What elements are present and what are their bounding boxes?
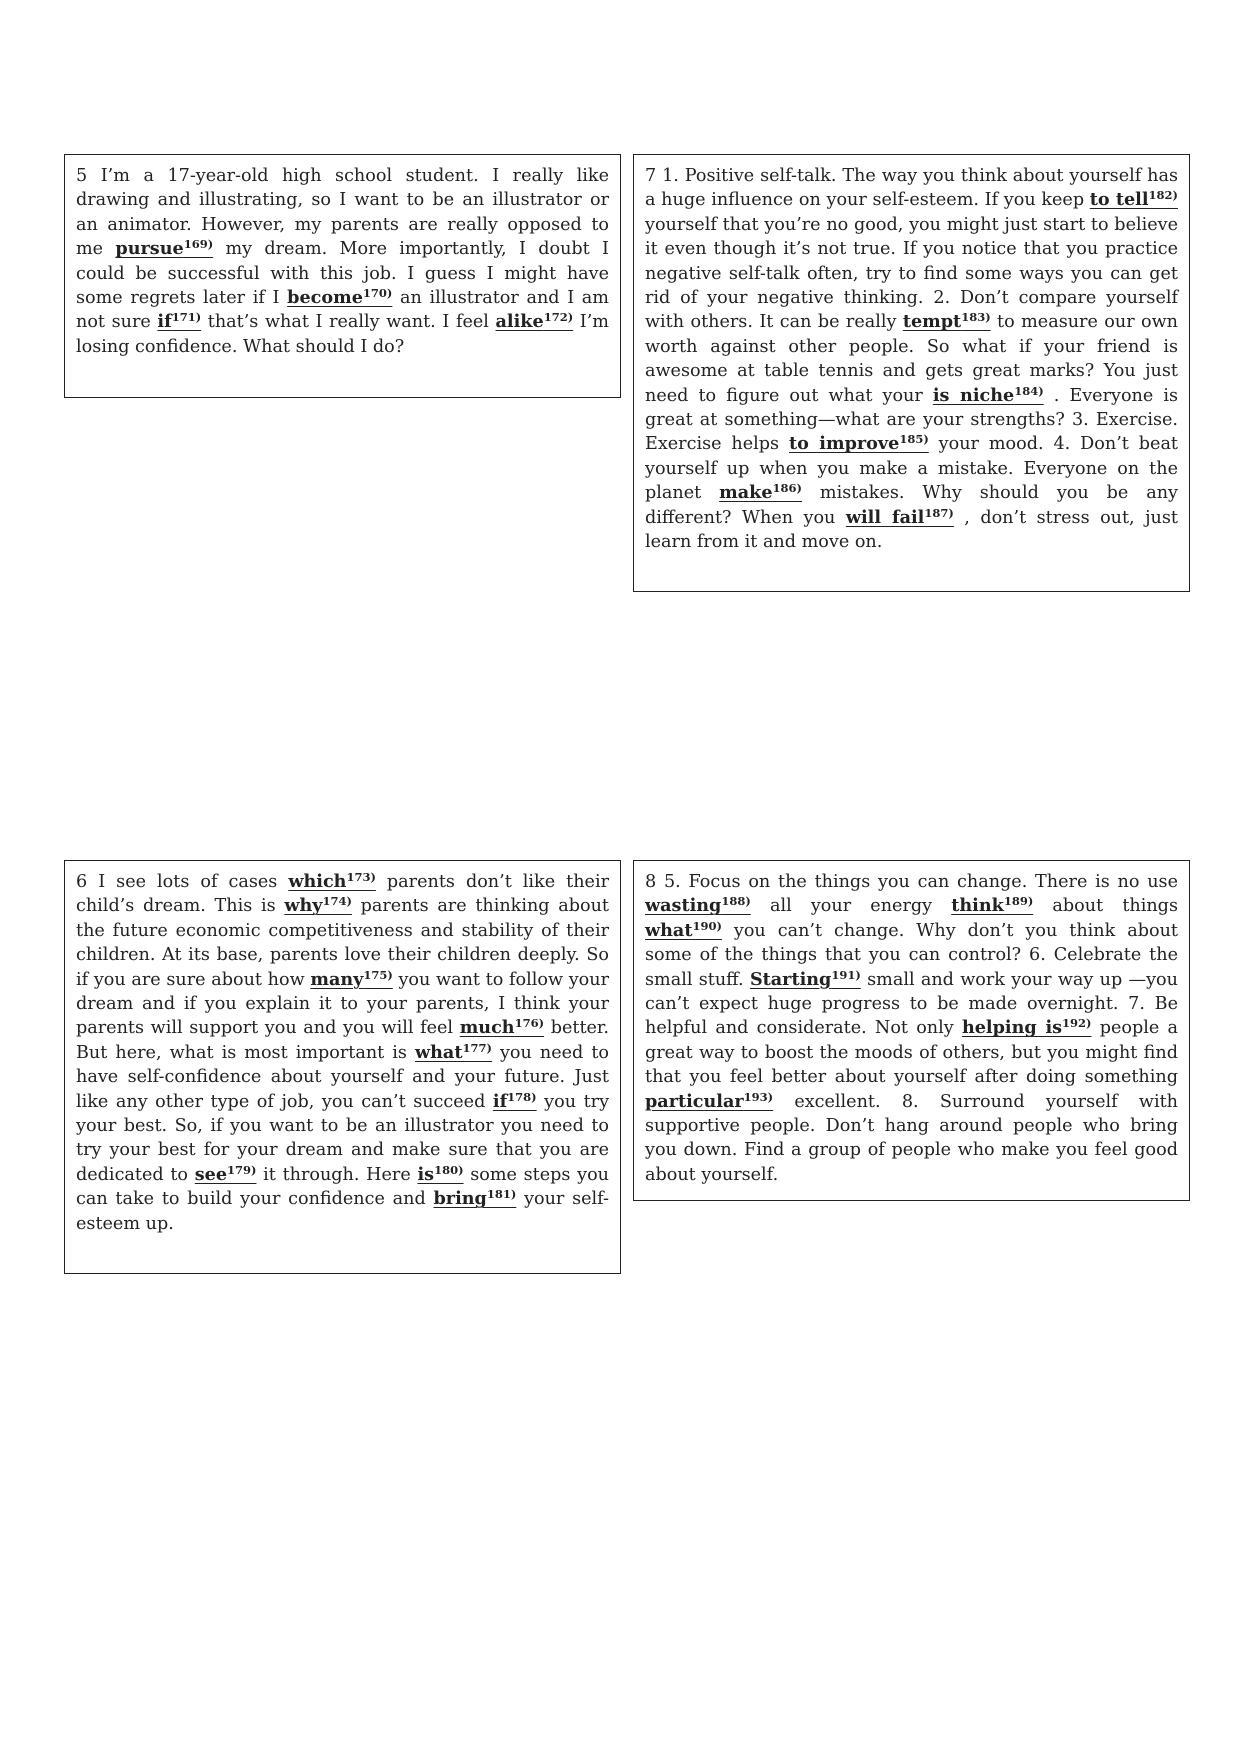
blank-item — [719, 482, 802, 503]
blank-word: tempt — [902, 311, 962, 333]
passage-text-segment: you can’t change. Why don’t you think about some of the things that you can control? 6. Celebrate the small stuff. — [645, 920, 1184, 990]
blank-number: 176) — [514, 1016, 545, 1031]
blank-number: 178) — [507, 1089, 537, 1104]
blank-item — [846, 507, 954, 528]
blank-word: is niche — [932, 384, 1015, 406]
blank-number: 170) — [362, 286, 393, 301]
passage-text — [76, 870, 615, 1236]
blank-number: 191) — [831, 967, 861, 982]
passage-text-segment: small and work your way up —you can’t expect huge progress to be made overnight. 7. Be helpful and considerate. Not only — [645, 969, 1184, 1039]
blank-word: why — [284, 895, 323, 917]
passage-text — [76, 164, 615, 359]
blank-number: 188) — [721, 894, 751, 909]
blank-number: 189) — [1003, 894, 1034, 909]
blank-word: make — [719, 482, 773, 504]
blank-item — [645, 895, 751, 916]
passage-number: 6 — [76, 872, 88, 892]
passage-box-7 — [633, 154, 1190, 592]
blank-item — [962, 1017, 1092, 1038]
passage-text-segment: you try your best. So, if you want to be an illustrator you need to try your best for your dream and make sure that you are dedicated to — [76, 1091, 615, 1185]
blank-number: 192) — [1062, 1016, 1092, 1031]
passage-text-segment: my dream. More importantly, I doubt I could be successful with this job. I guess I might have some regrets later if I — [76, 239, 615, 309]
passage-text — [645, 164, 1184, 555]
passage-text-segment: , don’t stress out, just learn from it and move on. — [645, 507, 1184, 553]
blank-number: 169) — [183, 237, 214, 252]
blank-item — [417, 1164, 463, 1185]
blank-item — [951, 895, 1033, 916]
blank-number: 180) — [434, 1162, 464, 1177]
passage-text-segment: your self-esteem up. — [76, 1189, 609, 1234]
blank-word: what — [414, 1041, 463, 1063]
blank-item — [157, 311, 201, 332]
blank-item — [1090, 189, 1178, 210]
passage-text-segment: parents are thinking about the future economic competitiveness and stability of their children. At its base, parents love their children deeply. So if you are sure about how — [76, 896, 615, 990]
blank-item — [903, 311, 991, 332]
blank-item — [288, 871, 376, 892]
blank-item — [493, 1091, 537, 1112]
blank-number: 193) — [743, 1089, 774, 1104]
blank-word: particular — [645, 1090, 744, 1112]
blank-word: many — [310, 968, 364, 990]
passage-text — [645, 870, 1184, 1187]
blank-item — [645, 920, 722, 941]
passage-text-segment: that’s what I really want. I feel — [201, 312, 496, 333]
blank-item — [287, 287, 392, 308]
blank-number: 171) — [171, 310, 202, 325]
passage-text-segment: I’m losing confidence. What should I do? — [76, 312, 615, 357]
blank-word: if — [492, 1090, 508, 1112]
passage-number: 5 — [76, 166, 88, 186]
blank-item — [645, 1091, 773, 1112]
blank-number: 179) — [227, 1162, 257, 1177]
blank-word: pursue — [115, 238, 184, 260]
blank-number: 187) — [924, 505, 954, 520]
passage-text-segment: I’m a 17-year-old high school student. I really like drawing and illustrating, so I want to be an illustrator or an animator. However, my parents are really opposed to me — [76, 166, 615, 260]
blank-number: 185) — [899, 432, 929, 447]
passage-text-segment: 5. Focus on the things you can change. There is no use — [656, 872, 1184, 892]
blank-number: 177) — [462, 1040, 492, 1055]
passage-text-segment: better. But here, what is most important is — [76, 1018, 615, 1063]
passage-text-segment: you need to have self-confidence about yourself and your future. Just like any other type of job, you can’t succeed — [76, 1042, 615, 1112]
blank-number: 183) — [961, 310, 991, 325]
passage-text-segment: some steps you can take to build your confidence and — [76, 1164, 615, 1210]
blank-number: 175) — [363, 967, 393, 982]
blank-word: see — [194, 1163, 228, 1185]
blank-word: think — [951, 895, 1004, 917]
blank-word: will fail — [845, 506, 925, 528]
blank-number: 190) — [692, 918, 722, 933]
blank-item — [434, 1188, 517, 1209]
blank-number: 174) — [322, 894, 352, 909]
blank-item — [750, 969, 861, 990]
blank-item — [460, 1017, 544, 1038]
blank-word: is — [417, 1163, 435, 1185]
blank-word: wasting — [645, 895, 722, 917]
blank-item — [496, 311, 574, 332]
passage-text-segment: excellent. 8. Surround yourself with supportive people. Don’t hang around people who bring you down. Find a group of people who make you feel good about yourself. — [645, 1091, 1184, 1185]
blank-item — [195, 1164, 257, 1185]
passage-text-segment: mistakes. Why should you be any different? When you — [645, 483, 1184, 528]
passage-number: 8 — [645, 872, 657, 892]
blank-word: become — [287, 287, 363, 309]
blank-word: to improve — [788, 433, 900, 455]
blank-number: 172) — [543, 310, 574, 325]
blank-item — [284, 895, 352, 916]
passage-text-segment: you want to follow your dream and if you explain it to your parents, I think your parents will support you and you will feel — [76, 969, 615, 1039]
blank-word: if — [157, 311, 172, 333]
passage-text-segment: yourself that you’re no good, you might just start to believe it even though it’s not true. If you notice that you practice negative self-talk often, try to find some ways you can get rid of your negative thinking. 2. Don’t compare yourself with others. It can be really — [645, 190, 1184, 333]
blank-number: 181) — [486, 1187, 517, 1202]
blank-word: what — [645, 919, 693, 941]
passage-text-segment: it through. Here — [256, 1164, 418, 1185]
blank-word: helping is — [961, 1017, 1063, 1039]
passage-text-segment: . Everyone is great at something—what are your strengths? 3. Exercise. Exercise helps — [645, 385, 1184, 455]
passage-text-segment: to measure our own worth against other people. So what if your friend is awesome at table tennis and gets great marks? You just need to figure out what your — [645, 312, 1184, 406]
blank-item — [933, 385, 1044, 406]
blank-word: bring — [433, 1188, 487, 1210]
blank-item — [310, 969, 392, 990]
blank-word: Starting — [749, 968, 832, 990]
blank-number: 182) — [1148, 188, 1178, 203]
blank-word: to tell — [1089, 189, 1149, 211]
passage-text-segment: an illustrator and I am not sure — [76, 288, 615, 333]
blank-word: alike — [495, 311, 544, 333]
passage-number: 7 — [645, 166, 657, 186]
passage-box-6 — [64, 860, 621, 1274]
blank-word: much — [459, 1017, 515, 1039]
blank-word: which — [288, 871, 347, 892]
passage-text-segment: about things — [1033, 896, 1184, 917]
passage-box-5 — [64, 154, 621, 398]
passage-text-segment: I see lots of cases — [87, 872, 289, 892]
blank-item — [789, 433, 929, 454]
blank-number: 184) — [1014, 383, 1044, 398]
blank-number: 173) — [346, 870, 376, 884]
passage-box-8 — [633, 860, 1190, 1201]
passage-text-segment: parents don’t like their child’s dream. This is — [76, 872, 615, 917]
passage-text-segment: people a great way to boost the moods of others, but you might find that you feel better about yourself after doing something — [645, 1018, 1184, 1088]
passage-text-segment: 1. Positive self-talk. The way you think about yourself has a huge influence on your self-esteem. If you keep — [645, 166, 1184, 211]
blank-item — [415, 1042, 492, 1063]
passage-text-segment: all your energy — [750, 896, 952, 917]
passage-text-segment: your mood. 4. Don’t beat yourself up when you make a mistake. Everyone on the planet — [645, 434, 1184, 504]
blank-item — [115, 238, 213, 259]
blank-number: 186) — [772, 481, 802, 496]
